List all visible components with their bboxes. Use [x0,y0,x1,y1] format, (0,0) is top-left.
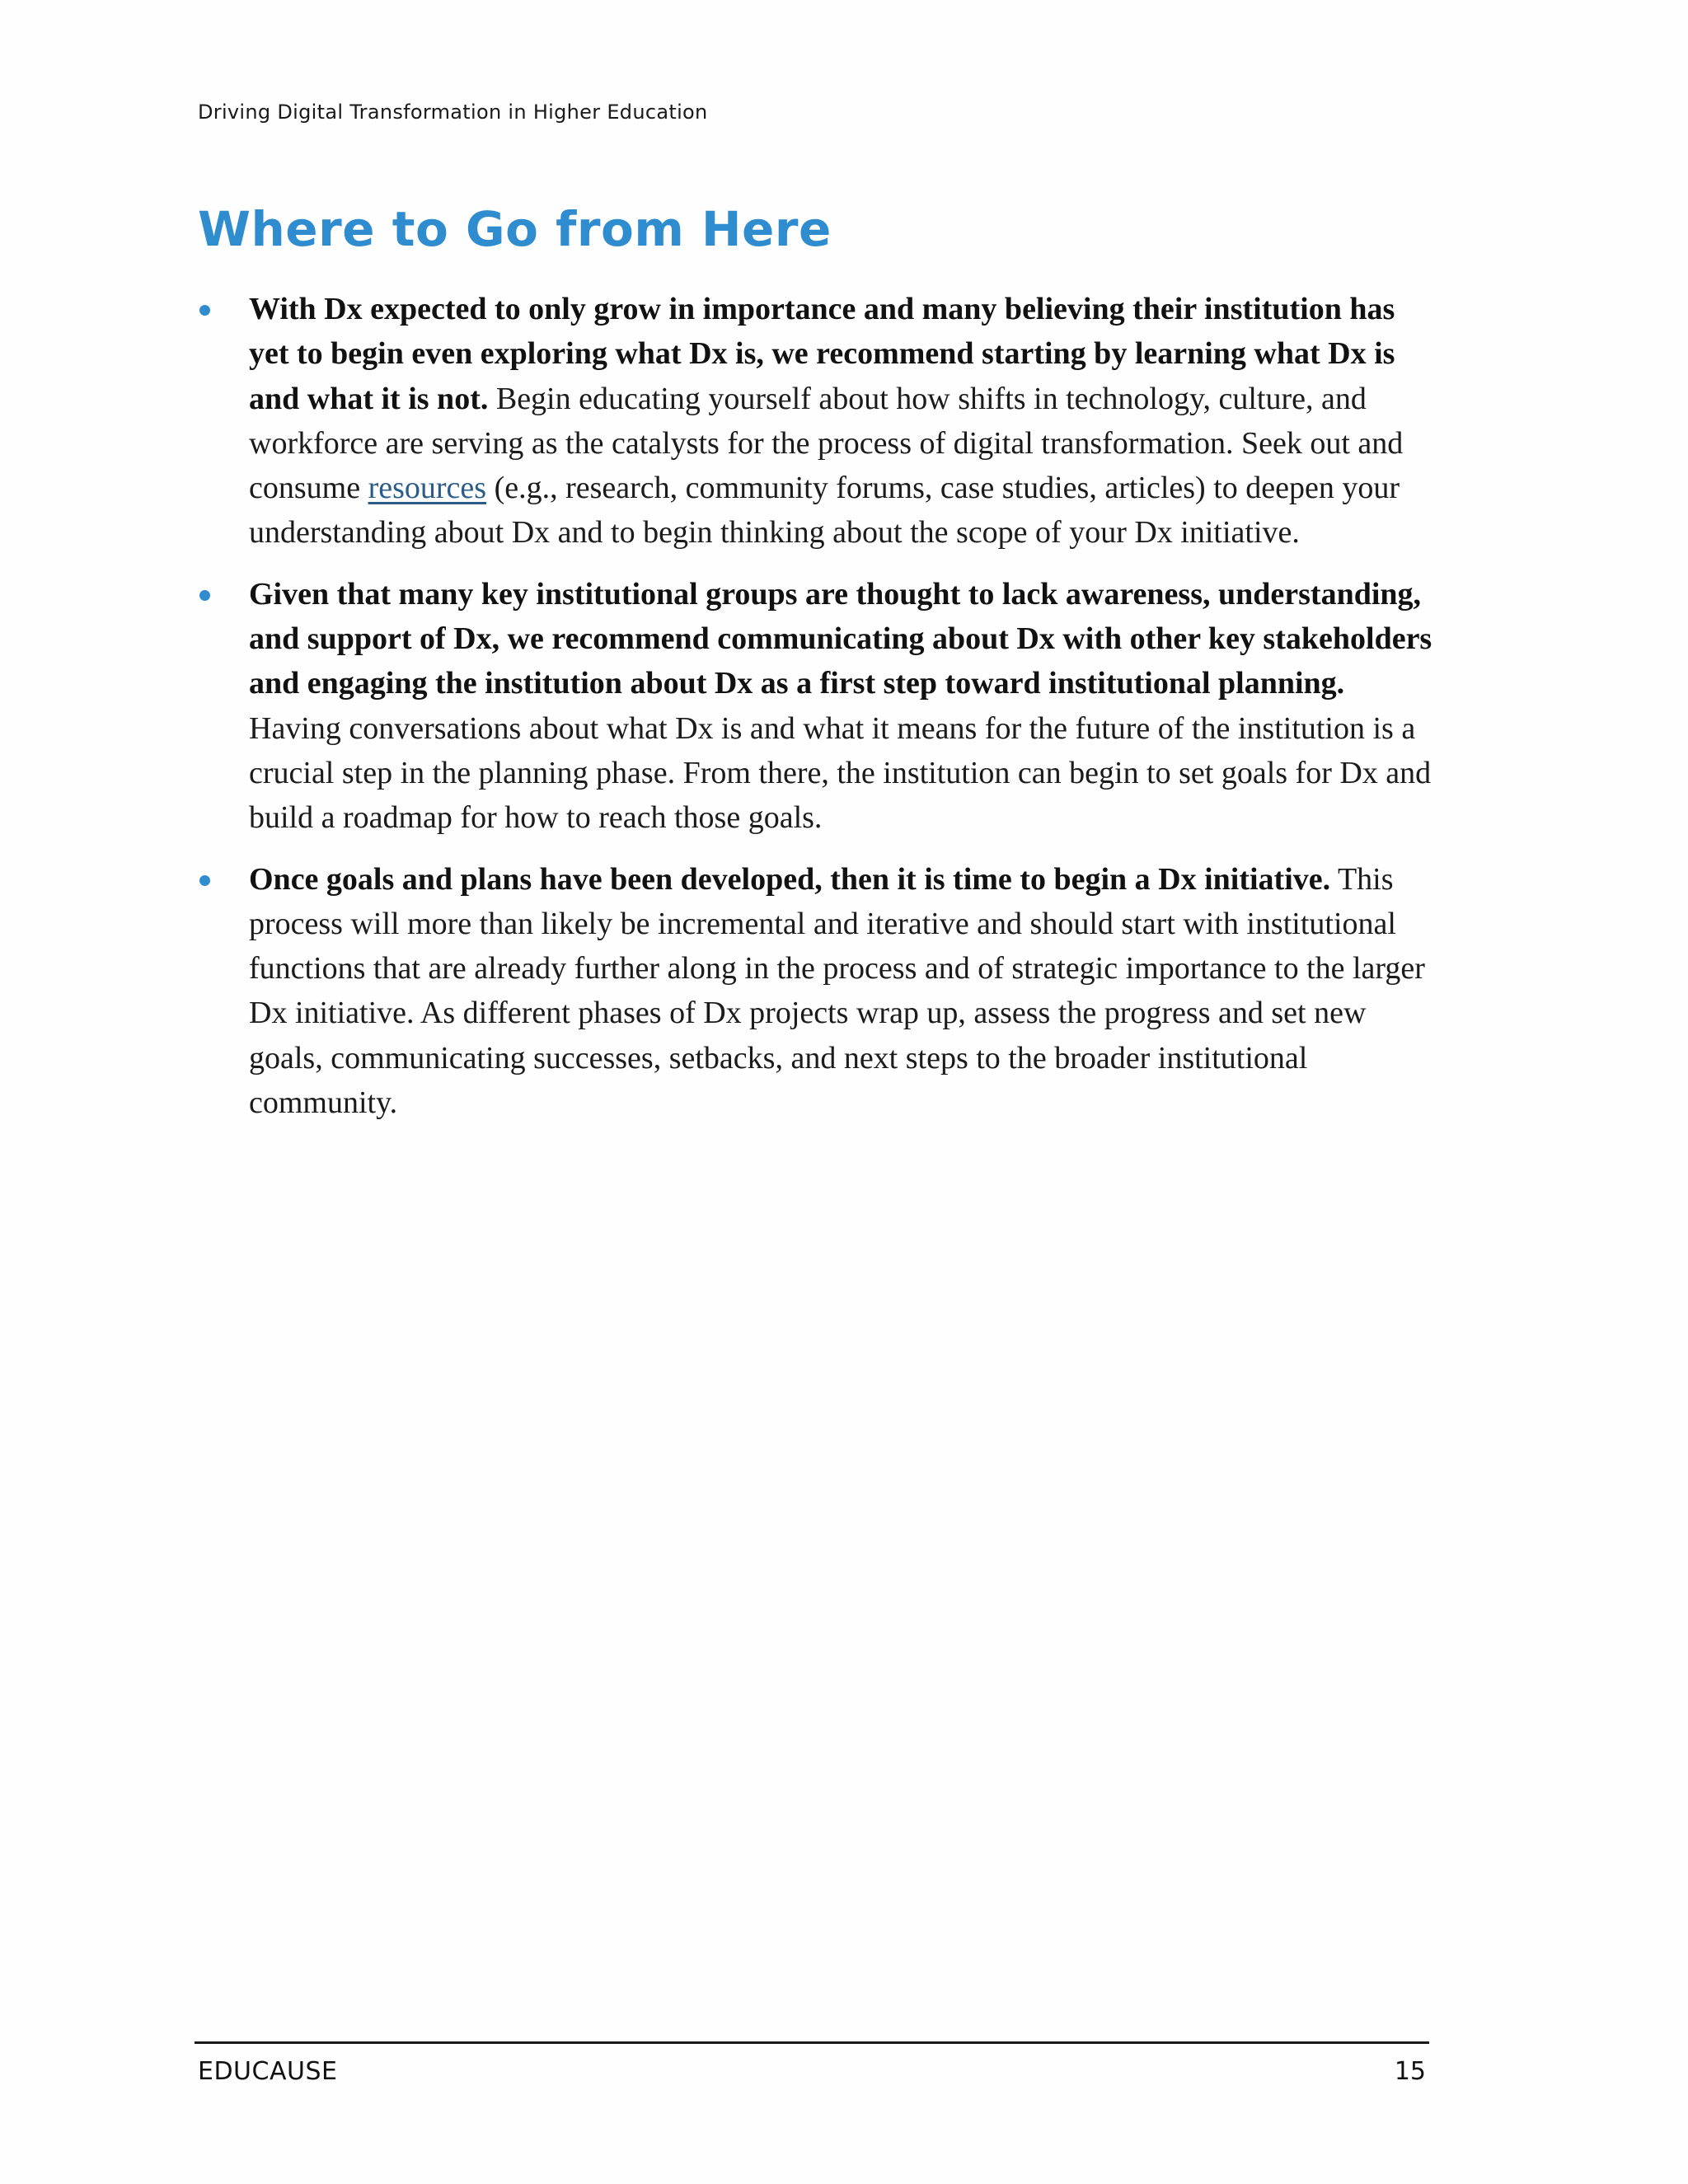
bullet-text: This process will more than likely be incremental and iterative and should start with institutional functions that are already further along in the process and of strategic importance to the larger Dx initiative. As different phases of Dx projects wrap up, assess the progress and set new goals, communicating successes, setbacks, and next steps to the broader institutional community. [249,861,1425,1121]
bullet-icon [199,875,210,886]
bullet-icon [199,590,210,601]
running-header: Driving Digital Transformation in Higher Education [198,101,708,124]
bullet-bold-lead: Once goals and plans have been developed, then it is time to begin a Dx initiative. [249,861,1331,897]
bullet-bold-lead: With Dx expected to only grow in importance and many believing their institution has yet to begin even exploring what Dx is, we recommend starting by learning what Dx is and what it is not. [249,292,1395,416]
bullet-text: Begin educating yourself about how shifts in technology, culture, and workforce are serving as the catalysts for the process of digital transformation. Seek out and consume [249,381,1404,506]
bullet-text: Having conversations about what Dx is and what it means for the future of the institution is a crucial step in the planning phase. From there, the institution can begin to set goals for Dx and build a roadmap for how to reach those goals. [249,710,1432,836]
footer-organization: EDUCAUSE [198,2057,338,2086]
bullet-icon [199,305,210,316]
resources-link[interactable]: resources [368,471,487,506]
bullet-bold-lead: Given that many key institutional groups are thought to lack awareness, understanding, and support of Dx, we recommend communicating about Dx with other key stakeholders and engaging the institution about Dx as a first step toward institutional planning. [249,576,1432,701]
list-item [198,572,1434,841]
recommendation-list [198,287,1434,1141]
section-title: Where to Go from Here [198,201,832,257]
list-item [198,857,1434,1126]
footer-divider [195,2041,1429,2044]
list-item [198,287,1434,555]
bullet-text: (e.g., research, community forums, case studies, articles) to deepen your understanding about Dx and to begin thinking about the scope of your Dx initiative. [249,471,1400,551]
page-number: 15 [1394,2057,1426,2086]
